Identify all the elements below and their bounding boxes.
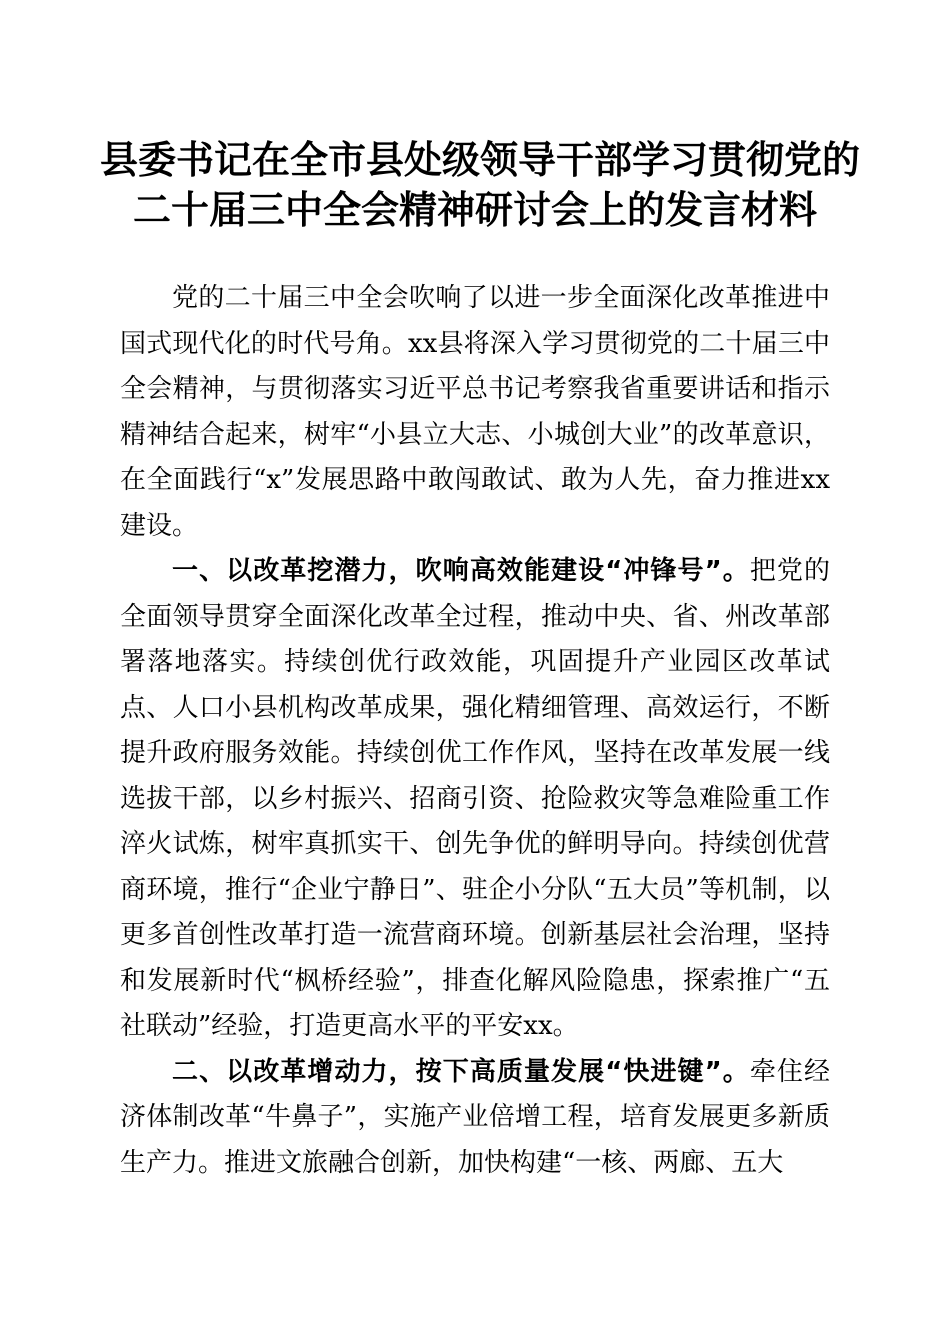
document-title-line-1: 县委书记在全市县处级领导干部学习贯彻党的	[100, 137, 861, 182]
section-2-text: 牵住经济体制改革“牛鼻子”，实施产业倍增工程，培育发展更多新质生产力。推进文旅融合创新，加快构建“一核、两廊、五大	[120, 1056, 830, 1178]
document-body	[120, 276, 830, 1186]
section-1-text: 把党的全面领导贯穿全面深化改革全过程，推动中央、省、州改革部署落地落实。持续创优行政效能，巩固提升产业园区改革试点、人口小县机构改革成果，强化精细管理、高效运行，不断提升政府服务效能。持续创优工作作风，坚持在改革发展一线选拔干部，以乡村振兴、招商引资、抢险救灾等急难险重工作淬火试炼，树牢真抓实干、创先争优的鲜明导向。持续创优营商环境，推行“企业宁静日”、驻企小分队“五大员”等机制，以更多首创性改革打造一流营商环境。创新基层社会治理，坚持和发展新时代“枫桥经验”，排查化解风险隐患，探索推广“五社联动”经验，打造更高水平的平安xx。	[120, 556, 830, 1041]
section-2-heading: 二、以改革增动力，按下高质量发展“快进键”。	[172, 1056, 750, 1087]
paragraph-intro	[120, 276, 830, 549]
paragraph-section-1	[120, 549, 830, 1050]
paragraph-intro-text: 党的二十届三中全会吹响了以进一步全面深化改革推进中国式现代化的时代号角。xx县将深入学习贯彻党的二十届三中全会精神，与贯彻落实习近平总书记考察我省重要讲话和指示精神结合起来，树牢“小县立大志、小城创大业”的改革意识，在全面践行“x”发展思路中敢闯敢试、敢为人先，奋力推进xx建设。	[120, 283, 830, 541]
paragraph-section-2	[120, 1050, 830, 1187]
section-1-heading: 一、以改革挖潜力，吹响高效能建设“冲锋号”。	[172, 556, 750, 586]
document-title-line-2: 二十届三中全会精神研讨会上的发言材料	[132, 187, 817, 232]
